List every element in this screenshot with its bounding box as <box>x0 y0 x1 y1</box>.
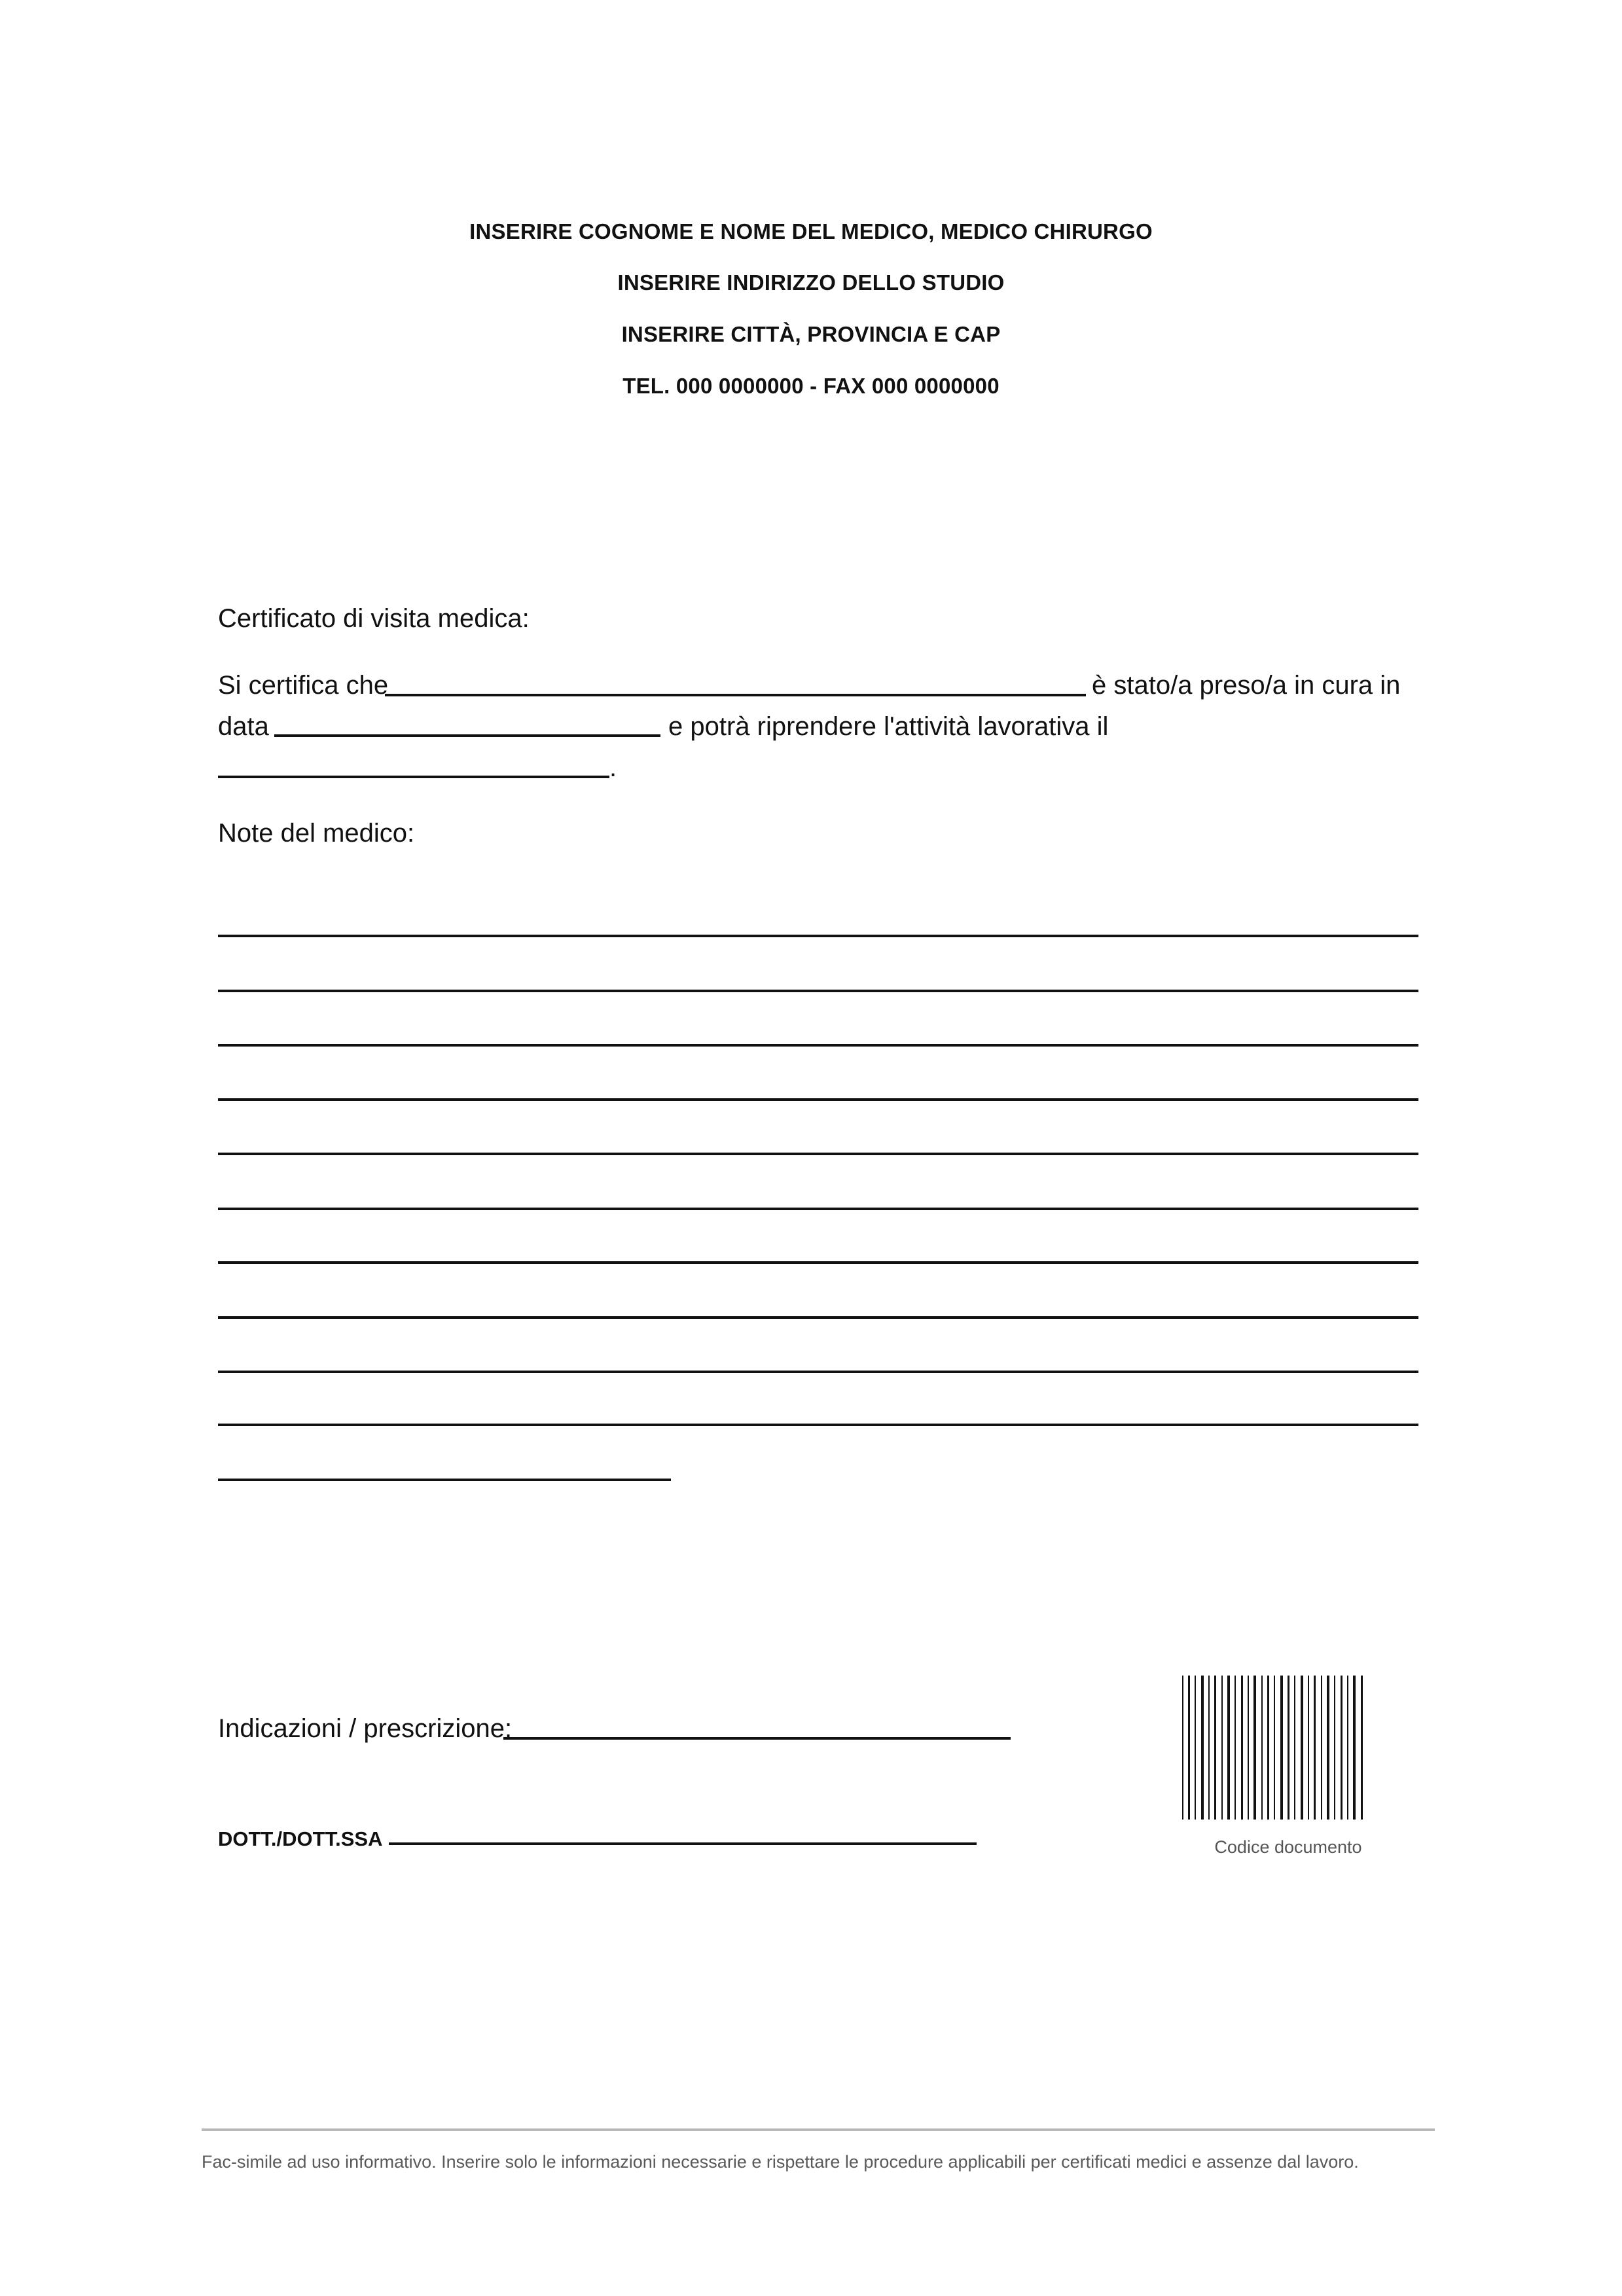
barcode-bar <box>1314 1676 1316 1820</box>
certificate-title: Certificato di visita medica: <box>218 604 530 633</box>
notes-line[interactable] <box>218 1316 1418 1319</box>
city-heading: INSERIRE CITTÀ, PROVINCIA E CAP <box>621 322 1001 346</box>
care-text: è stato/a preso/a in cura in <box>1092 671 1401 700</box>
notes-line[interactable] <box>218 1371 1418 1373</box>
barcode-bar <box>1241 1676 1243 1820</box>
barcode-bar <box>1294 1676 1295 1820</box>
barcode-bar <box>1267 1676 1269 1820</box>
barcode-bar <box>1334 1676 1335 1820</box>
footer-divider <box>202 2128 1435 2131</box>
barcode-bar <box>1227 1676 1230 1820</box>
barcode-bar <box>1221 1676 1223 1820</box>
notes-line[interactable] <box>218 935 1418 937</box>
notes-line[interactable] <box>218 1208 1418 1210</box>
resume-date-field[interactable] <box>218 776 609 778</box>
barcode-bar <box>1201 1676 1204 1820</box>
barcode-bar <box>1347 1676 1348 1820</box>
doctor-title-label: DOTT./DOTT.SSA <box>218 1827 383 1850</box>
studio-address-heading: INSERIRE INDIRIZZO DELLO STUDIO <box>617 270 1005 295</box>
barcode-bar <box>1261 1676 1263 1820</box>
barcode-bar <box>1308 1676 1309 1820</box>
notes-line[interactable] <box>218 1098 1418 1101</box>
barcode-bar <box>1188 1676 1190 1820</box>
notes-line[interactable] <box>218 990 1418 992</box>
barcode-bar <box>1235 1676 1236 1820</box>
footer-disclaimer: Fac-simile ad uso informativo. Inserire solo le informazioni necessarie e rispettare le procedure applicabili per certificati medici e assenze dal lavoro. <box>202 2152 1359 2172</box>
barcode-bar <box>1361 1676 1363 1820</box>
barcode-bar <box>1274 1676 1275 1820</box>
barcode-bar <box>1214 1676 1216 1820</box>
barcode-bar <box>1327 1676 1329 1820</box>
barcode-bar <box>1353 1676 1356 1820</box>
doctor-name-heading: INSERIRE COGNOME E NOME DEL MEDICO, MEDICO CHIRURGO <box>469 219 1153 243</box>
barcode-bar <box>1341 1676 1343 1820</box>
notes-line[interactable] <box>218 1153 1418 1155</box>
barcode-bar <box>1321 1676 1322 1820</box>
sentence-period: . <box>609 753 617 782</box>
certify-text: Si certifica che <box>218 671 389 700</box>
patient-name-field[interactable] <box>385 694 1086 696</box>
prescription-label: Indicazioni / prescrizione: <box>218 1714 513 1743</box>
barcode-bar <box>1280 1676 1283 1820</box>
doctor-signature-field[interactable] <box>389 1842 977 1845</box>
notes-line[interactable] <box>218 1044 1418 1047</box>
care-date-field[interactable] <box>274 734 660 737</box>
barcode-bar <box>1253 1676 1256 1820</box>
contacts-heading: TEL. 000 0000000 - FAX 000 0000000 <box>622 374 1000 398</box>
barcode-icon <box>1182 1676 1415 1820</box>
barcode-bar <box>1248 1676 1249 1820</box>
barcode-bar <box>1288 1676 1289 1820</box>
barcode-bar <box>1195 1676 1196 1820</box>
notes-line[interactable] <box>218 1424 1418 1426</box>
barcode-bar <box>1301 1676 1303 1820</box>
barcode-bar <box>1208 1676 1210 1820</box>
resume-work-text: e potrà riprendere l'attività lavorativa il <box>668 712 1109 741</box>
notes-line[interactable] <box>218 1261 1418 1264</box>
prescription-field[interactable] <box>503 1737 1011 1740</box>
notes-label: Note del medico: <box>218 819 415 848</box>
notes-line-short[interactable] <box>218 1479 671 1481</box>
barcode-bar <box>1182 1676 1183 1820</box>
barcode-caption: Codice documento <box>1214 1837 1362 1857</box>
date-text: data <box>218 712 269 741</box>
